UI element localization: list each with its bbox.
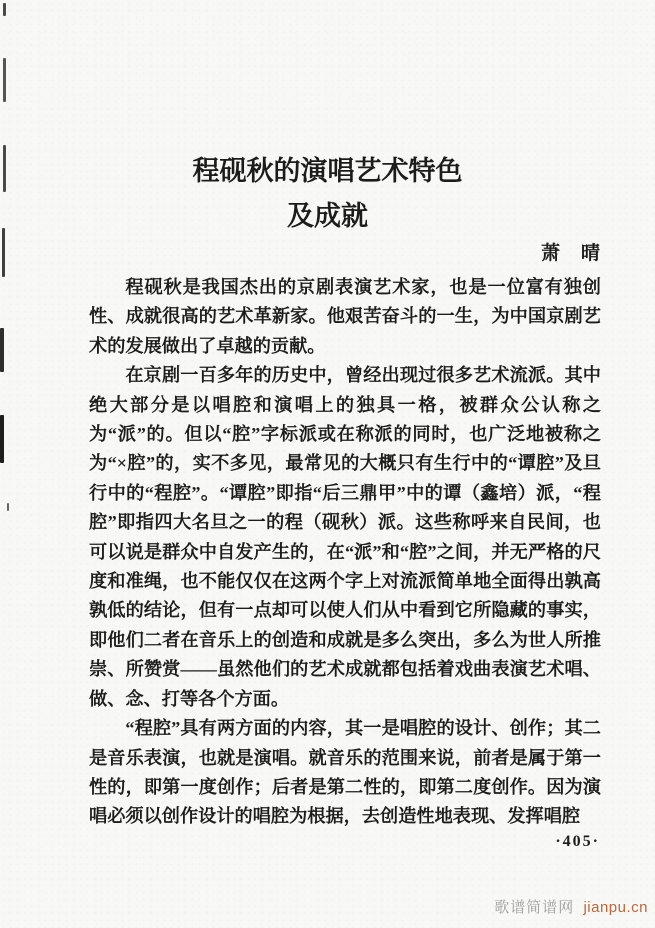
article-title-line1: 程砚秋的演唱艺术特色: [192, 156, 463, 186]
scan-artifact: [3, 58, 6, 102]
watermark: [494, 896, 648, 917]
scan-artifact: [3, 145, 6, 192]
page-number: ·405·: [555, 833, 600, 850]
watermark-site-name: 歌谱简谱网: [494, 899, 575, 916]
article-title-line2: 及成就: [287, 201, 368, 231]
paragraph-schools: 在京剧一百多年的历史中，曾经出现过很多艺术流派。其中绝大部分是以唱腔和演唱上的独具一格，被群众公认称之为“派”的。但以“腔”字标派或在称派的同时，也广泛地被称之为“×腔”的，实不多见，最常见的大概只有生行中的“谭腔”及旦行中的“程腔”。“谭腔”即指“后三鼎甲”中的谭（鑫培）派，“程腔”即指四大名旦之一的程（砚秋）派。这些称呼来自民间，也可以说是群众中自发产生的，在“派”和“腔”之间，并无严格的尺度和准绳，也不能仅仅在这两个字上对流派简单地全面得出孰高孰低的结论，但有一点却可以使人们从中看到它所隐藏的事实，即他们二者在音乐上的创造和成就是多么突出，多么为世人所推崇、所赞赏——虽然他们的艺术成就都包括着戏曲表演艺术唱、做、念、打等各个方面。: [89, 365, 601, 709]
scan-artifact: [0, 415, 4, 463]
paragraph-intro: 程砚秋是我国杰出的京剧表演艺术家，也是一位富有独创性、成就很高的艺术革新家。他艰苦奋斗的一生，为中国京剧艺术的发展做出了卓越的贡献。: [89, 277, 601, 356]
scan-artifact: [2, 228, 5, 277]
scan-artifact: [3, 3, 6, 16]
paragraph-chengqiang: “程腔”具有两方面的内容，其一是唱腔的设计、创作；其二是音乐表演，也就是演唱。就音乐的范围来说，前者是属于第一性的，即第一度创作；后者是第二性的，即第二度创作。因为演唱必须以创作设计的唱腔为根据，去创造性地表现、发挥唱腔: [89, 718, 601, 827]
scan-artifact: [0, 328, 4, 372]
scan-artifact: [7, 503, 9, 511]
author-name: 萧 晴: [540, 243, 601, 264]
article-body: [89, 273, 601, 832]
watermark-site-url: jianpu.cn: [583, 899, 648, 916]
